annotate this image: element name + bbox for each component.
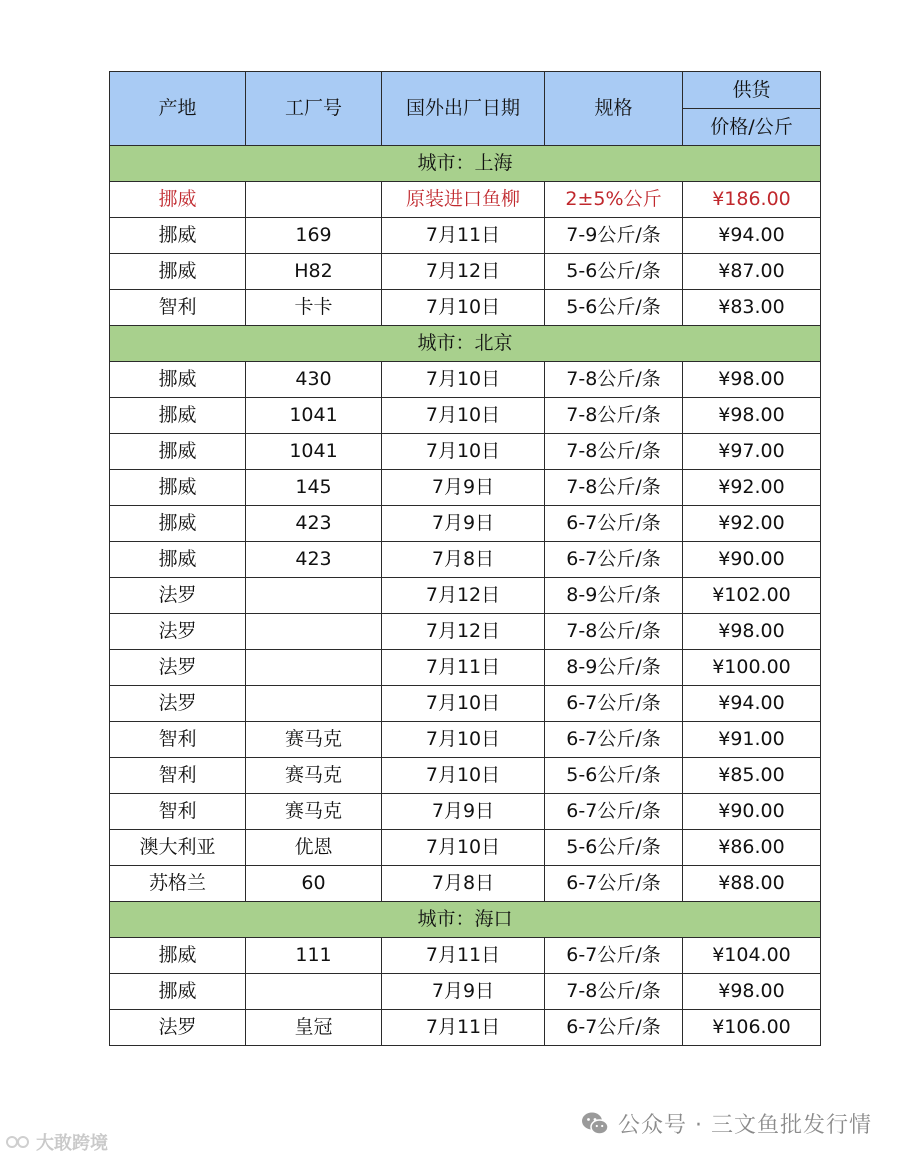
cell-date: 7月10日 — [382, 362, 545, 398]
cell-price: ¥100.00 — [683, 650, 821, 686]
cell-spec: 6-7公斤/条 — [545, 1010, 683, 1046]
city-label: 城市：北京 — [110, 326, 821, 362]
table-row — [110, 866, 821, 902]
table-row — [110, 830, 821, 866]
cell-spec: 7-8公斤/条 — [545, 434, 683, 470]
table-row — [110, 470, 821, 506]
cell-price: ¥87.00 — [683, 254, 821, 290]
footer-account — [580, 1108, 872, 1139]
cell-date: 7月11日 — [382, 938, 545, 974]
cell-spec: 6-7公斤/条 — [545, 866, 683, 902]
cell-origin: 智利 — [110, 758, 246, 794]
cell-factory — [246, 182, 382, 218]
cell-origin: 法罗 — [110, 578, 246, 614]
table-row — [110, 182, 821, 218]
footer-account-text: 公众号 · 三文鱼批发行情 — [618, 1113, 872, 1138]
cell-price: ¥97.00 — [683, 434, 821, 470]
cell-origin: 澳大利亚 — [110, 830, 246, 866]
table-row — [110, 686, 821, 722]
table-row — [110, 398, 821, 434]
cell-factory: 1041 — [246, 398, 382, 434]
cell-spec: 6-7公斤/条 — [545, 686, 683, 722]
cell-spec: 6-7公斤/条 — [545, 794, 683, 830]
cell-spec: 5-6公斤/条 — [545, 830, 683, 866]
cell-factory — [246, 614, 382, 650]
table-header — [110, 72, 821, 146]
table-row — [110, 542, 821, 578]
cell-origin: 挪威 — [110, 398, 246, 434]
cell-origin: 挪威 — [110, 938, 246, 974]
city-label: 城市：海口 — [110, 902, 821, 938]
table-row — [110, 938, 821, 974]
table-row — [110, 794, 821, 830]
cell-price: ¥83.00 — [683, 290, 821, 326]
cell-spec: 6-7公斤/条 — [545, 938, 683, 974]
cell-price: ¥88.00 — [683, 866, 821, 902]
cell-date: 7月8日 — [382, 866, 545, 902]
col-spec-header: 规格 — [545, 72, 683, 146]
table-row — [110, 290, 821, 326]
cell-origin: 法罗 — [110, 614, 246, 650]
cell-factory — [246, 578, 382, 614]
table-row — [110, 974, 821, 1010]
cell-date: 7月12日 — [382, 614, 545, 650]
wechat-icon — [580, 1109, 610, 1139]
cell-origin: 法罗 — [110, 1010, 246, 1046]
table-row — [110, 218, 821, 254]
cell-date: 原装进口鱼柳 — [382, 182, 545, 218]
cell-origin: 挪威 — [110, 542, 246, 578]
cell-factory: 111 — [246, 938, 382, 974]
cell-date: 7月8日 — [382, 542, 545, 578]
cell-origin: 智利 — [110, 722, 246, 758]
table-row — [110, 722, 821, 758]
cell-spec: 5-6公斤/条 — [545, 290, 683, 326]
cell-price: ¥102.00 — [683, 578, 821, 614]
cell-origin: 法罗 — [110, 686, 246, 722]
cell-factory: 60 — [246, 866, 382, 902]
cell-spec: 7-8公斤/条 — [545, 470, 683, 506]
cell-factory: H82 — [246, 254, 382, 290]
cell-date: 7月10日 — [382, 398, 545, 434]
cell-spec: 8-9公斤/条 — [545, 578, 683, 614]
cell-origin: 挪威 — [110, 254, 246, 290]
col-factory-header: 工厂号 — [246, 72, 382, 146]
cell-price: ¥90.00 — [683, 542, 821, 578]
cell-origin: 智利 — [110, 794, 246, 830]
cell-price: ¥98.00 — [683, 614, 821, 650]
cell-factory — [246, 650, 382, 686]
cell-price: ¥85.00 — [683, 758, 821, 794]
cell-date: 7月9日 — [382, 974, 545, 1010]
cell-origin: 挪威 — [110, 470, 246, 506]
table-row — [110, 434, 821, 470]
cell-date: 7月12日 — [382, 254, 545, 290]
cell-spec: 6-7公斤/条 — [545, 506, 683, 542]
cell-spec: 5-6公斤/条 — [545, 254, 683, 290]
cell-spec: 7-9公斤/条 — [545, 218, 683, 254]
city-label: 城市：上海 — [110, 146, 821, 182]
city-row — [110, 146, 821, 182]
cell-date: 7月9日 — [382, 794, 545, 830]
cell-price: ¥104.00 — [683, 938, 821, 974]
col-origin-header: 产地 — [110, 72, 246, 146]
cell-date: 7月11日 — [382, 1010, 545, 1046]
cell-origin: 挪威 — [110, 218, 246, 254]
table-row — [110, 650, 821, 686]
cell-price: ¥186.00 — [683, 182, 821, 218]
table-body — [110, 146, 821, 1046]
cell-date: 7月9日 — [382, 506, 545, 542]
table-row — [110, 1010, 821, 1046]
city-row — [110, 902, 821, 938]
cell-price: ¥106.00 — [683, 1010, 821, 1046]
cell-price: ¥98.00 — [683, 362, 821, 398]
col-date-header: 国外出厂日期 — [382, 72, 545, 146]
cell-spec: 7-8公斤/条 — [545, 362, 683, 398]
cell-factory: 赛马克 — [246, 794, 382, 830]
table-row — [110, 362, 821, 398]
cell-date: 7月11日 — [382, 218, 545, 254]
cell-price: ¥92.00 — [683, 506, 821, 542]
cell-factory — [246, 686, 382, 722]
cell-price: ¥91.00 — [683, 722, 821, 758]
cell-factory: 423 — [246, 506, 382, 542]
cell-origin: 苏格兰 — [110, 866, 246, 902]
cell-date: 7月10日 — [382, 722, 545, 758]
cell-date: 7月12日 — [382, 578, 545, 614]
cell-price: ¥86.00 — [683, 830, 821, 866]
cell-date: 7月10日 — [382, 434, 545, 470]
cell-origin: 挪威 — [110, 362, 246, 398]
table-row — [110, 758, 821, 794]
cell-price: ¥94.00 — [683, 686, 821, 722]
cell-origin: 挪威 — [110, 506, 246, 542]
col-price-header: 价格/公斤 — [683, 109, 821, 146]
cell-spec: 6-7公斤/条 — [545, 542, 683, 578]
table-row — [110, 254, 821, 290]
cell-factory: 赛马克 — [246, 758, 382, 794]
cell-factory: 1041 — [246, 434, 382, 470]
cell-factory — [246, 974, 382, 1010]
watermark — [6, 1129, 108, 1155]
cell-origin: 挪威 — [110, 974, 246, 1010]
cell-spec: 7-8公斤/条 — [545, 614, 683, 650]
cell-price: ¥90.00 — [683, 794, 821, 830]
city-row — [110, 326, 821, 362]
cell-price: ¥98.00 — [683, 398, 821, 434]
cell-date: 7月10日 — [382, 830, 545, 866]
watermark-text: 大敢跨境 — [36, 1133, 108, 1154]
cell-factory: 卡卡 — [246, 290, 382, 326]
cell-price: ¥92.00 — [683, 470, 821, 506]
cell-factory: 430 — [246, 362, 382, 398]
cell-factory: 145 — [246, 470, 382, 506]
cell-origin: 法罗 — [110, 650, 246, 686]
cell-price: ¥94.00 — [683, 218, 821, 254]
cell-date: 7月9日 — [382, 470, 545, 506]
cell-factory: 169 — [246, 218, 382, 254]
cell-factory: 优恩 — [246, 830, 382, 866]
cell-spec: 8-9公斤/条 — [545, 650, 683, 686]
cell-date: 7月11日 — [382, 650, 545, 686]
cell-spec: 5-6公斤/条 — [545, 758, 683, 794]
cell-spec: 6-7公斤/条 — [545, 722, 683, 758]
cell-price: ¥98.00 — [683, 974, 821, 1010]
cell-factory: 皇冠 — [246, 1010, 382, 1046]
cell-spec: 7-8公斤/条 — [545, 398, 683, 434]
cell-origin: 智利 — [110, 290, 246, 326]
price-table — [109, 71, 821, 1046]
cell-factory: 赛马克 — [246, 722, 382, 758]
table-row — [110, 506, 821, 542]
cell-origin: 挪威 — [110, 182, 246, 218]
cell-spec: 2±5%公斤 — [545, 182, 683, 218]
table-row — [110, 578, 821, 614]
cell-origin: 挪威 — [110, 434, 246, 470]
col-supply-header: 供货 — [683, 72, 821, 109]
cell-date: 7月10日 — [382, 686, 545, 722]
cell-factory: 423 — [246, 542, 382, 578]
watermark-logo-icon — [6, 1133, 32, 1151]
cell-date: 7月10日 — [382, 290, 545, 326]
table-row — [110, 614, 821, 650]
cell-spec: 7-8公斤/条 — [545, 974, 683, 1010]
cell-date: 7月10日 — [382, 758, 545, 794]
